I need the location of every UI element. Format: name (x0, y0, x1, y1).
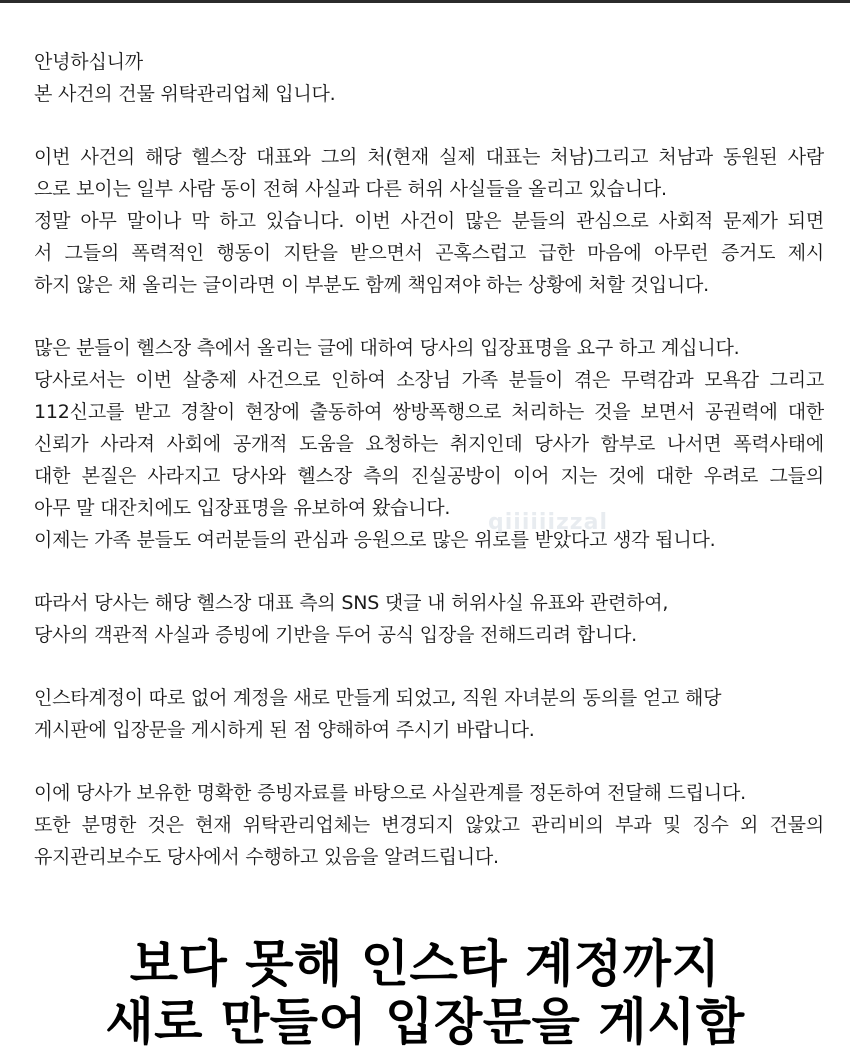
paragraph-line: 이에 당사가 보유한 명확한 증빙자료를 바탕으로 사실관계를 정돈하여 전달해 드립니다. (34, 782, 746, 804)
paragraph-line: 대한 본질은 사라지고 당사와 헬스장 측의 진실공방이 이어 지는 것에 대한 우려로 그들의 (34, 465, 824, 487)
paragraph-1 (34, 141, 824, 301)
paragraph-line: 유지관리보수도 당사에서 수행하고 있음을 알려드립니다. (34, 846, 499, 868)
paragraph-line: 따라서 당사는 해당 헬스장 대표 측의 SNS 댓글 내 허위사실 유표와 관련하여, (34, 592, 669, 614)
paragraph-line: 많은 분들이 헬스장 측에서 올리는 글에 대하여 당사의 입장표명을 요구 하고 계십니다. (34, 337, 740, 359)
paragraph-2 (34, 332, 824, 556)
statement-document (34, 46, 824, 873)
paragraph-line: 당사의 객관적 사실과 증빙에 기반을 두어 공식 입장을 전해드리려 합니다. (34, 624, 638, 646)
paragraph-line: 서 그들의 폭력적인 행동이 지탄을 받으면서 곤혹스럽고 급한 마음에 아무런 증거도 제시 (34, 242, 824, 264)
paragraph-line: 112신고를 받고 경찰이 현장에 출동하여 쌍방폭행으로 처리하는 것을 보면서 공권력에 대한 (34, 401, 824, 423)
paragraph-line: 아무 말 대잔치에도 입장표명을 유보하여 왔습니다. (34, 497, 451, 519)
site-watermark: qiiiiiizzal (488, 510, 608, 535)
greeting-line: 안녕하십니까 (34, 51, 143, 73)
intro-line: 본 사건의 건물 위탁관리업체 입니다. (34, 83, 336, 105)
paragraph-gap (34, 110, 824, 141)
paragraph-5 (34, 777, 824, 873)
paragraph-line: 신뢰가 사라져 사회에 공개적 도움을 요청하는 취지인데 당사가 함부로 나서면 폭력사태에 (34, 433, 824, 455)
paragraph-line: 정말 아무 말이나 막 하고 있습니다. 이번 사건이 많은 분들의 관심으로 사회적 문제가 되면 (34, 210, 824, 232)
paragraph-line: 또한 분명한 것은 현재 위탁관리업체는 변경되지 않았고 관리비의 부과 및 징수 외 건물의 (34, 814, 824, 836)
paragraph-line: 으로 보이는 일부 사람 동이 전혀 사실과 다른 허위 사실들을 올리고 있습니다. (34, 178, 667, 200)
paragraph-line: 당사로서는 이번 살충제 사건으로 인하여 소장님 가족 분들이 겪은 무력감과 모욕감 그리고 (34, 369, 824, 391)
paragraph-gap (34, 556, 824, 587)
caption-line-1: 보다 못해 인스타 계정까지 (129, 935, 721, 993)
paragraph-line: 이번 사건의 해당 헬스장 대표와 그의 처(현재 실제 대표는 처남)그리고 처남과 동원된 사람 (34, 146, 824, 168)
paragraph-gap (34, 301, 824, 332)
paragraph-gap (34, 651, 824, 682)
top-border-rule (0, 0, 850, 3)
paragraph-line: 이제는 가족 분들도 여러분들의 관심과 응원으로 많은 위로를 받았다고 생각 됩니다. (34, 529, 716, 551)
paragraph-gap (34, 746, 824, 777)
paragraph-line: 하지 않은 채 올리는 글이라면 이 부분도 함께 책임져야 하는 상황에 처할 것입니다. (34, 274, 709, 296)
paragraph-3 (34, 587, 824, 651)
caption-line-2: 새로 만들어 입장문을 게시함 (105, 993, 745, 1051)
paragraph-4 (34, 682, 824, 746)
paragraph-line: 인스타계정이 따로 없어 계정을 새로 만들게 되었고, 직원 자녀분의 동의를 얻고 해당 (34, 687, 722, 709)
paragraph-line: 게시판에 입장문을 게시하게 된 점 양해하여 주시기 바랍니다. (34, 719, 535, 741)
